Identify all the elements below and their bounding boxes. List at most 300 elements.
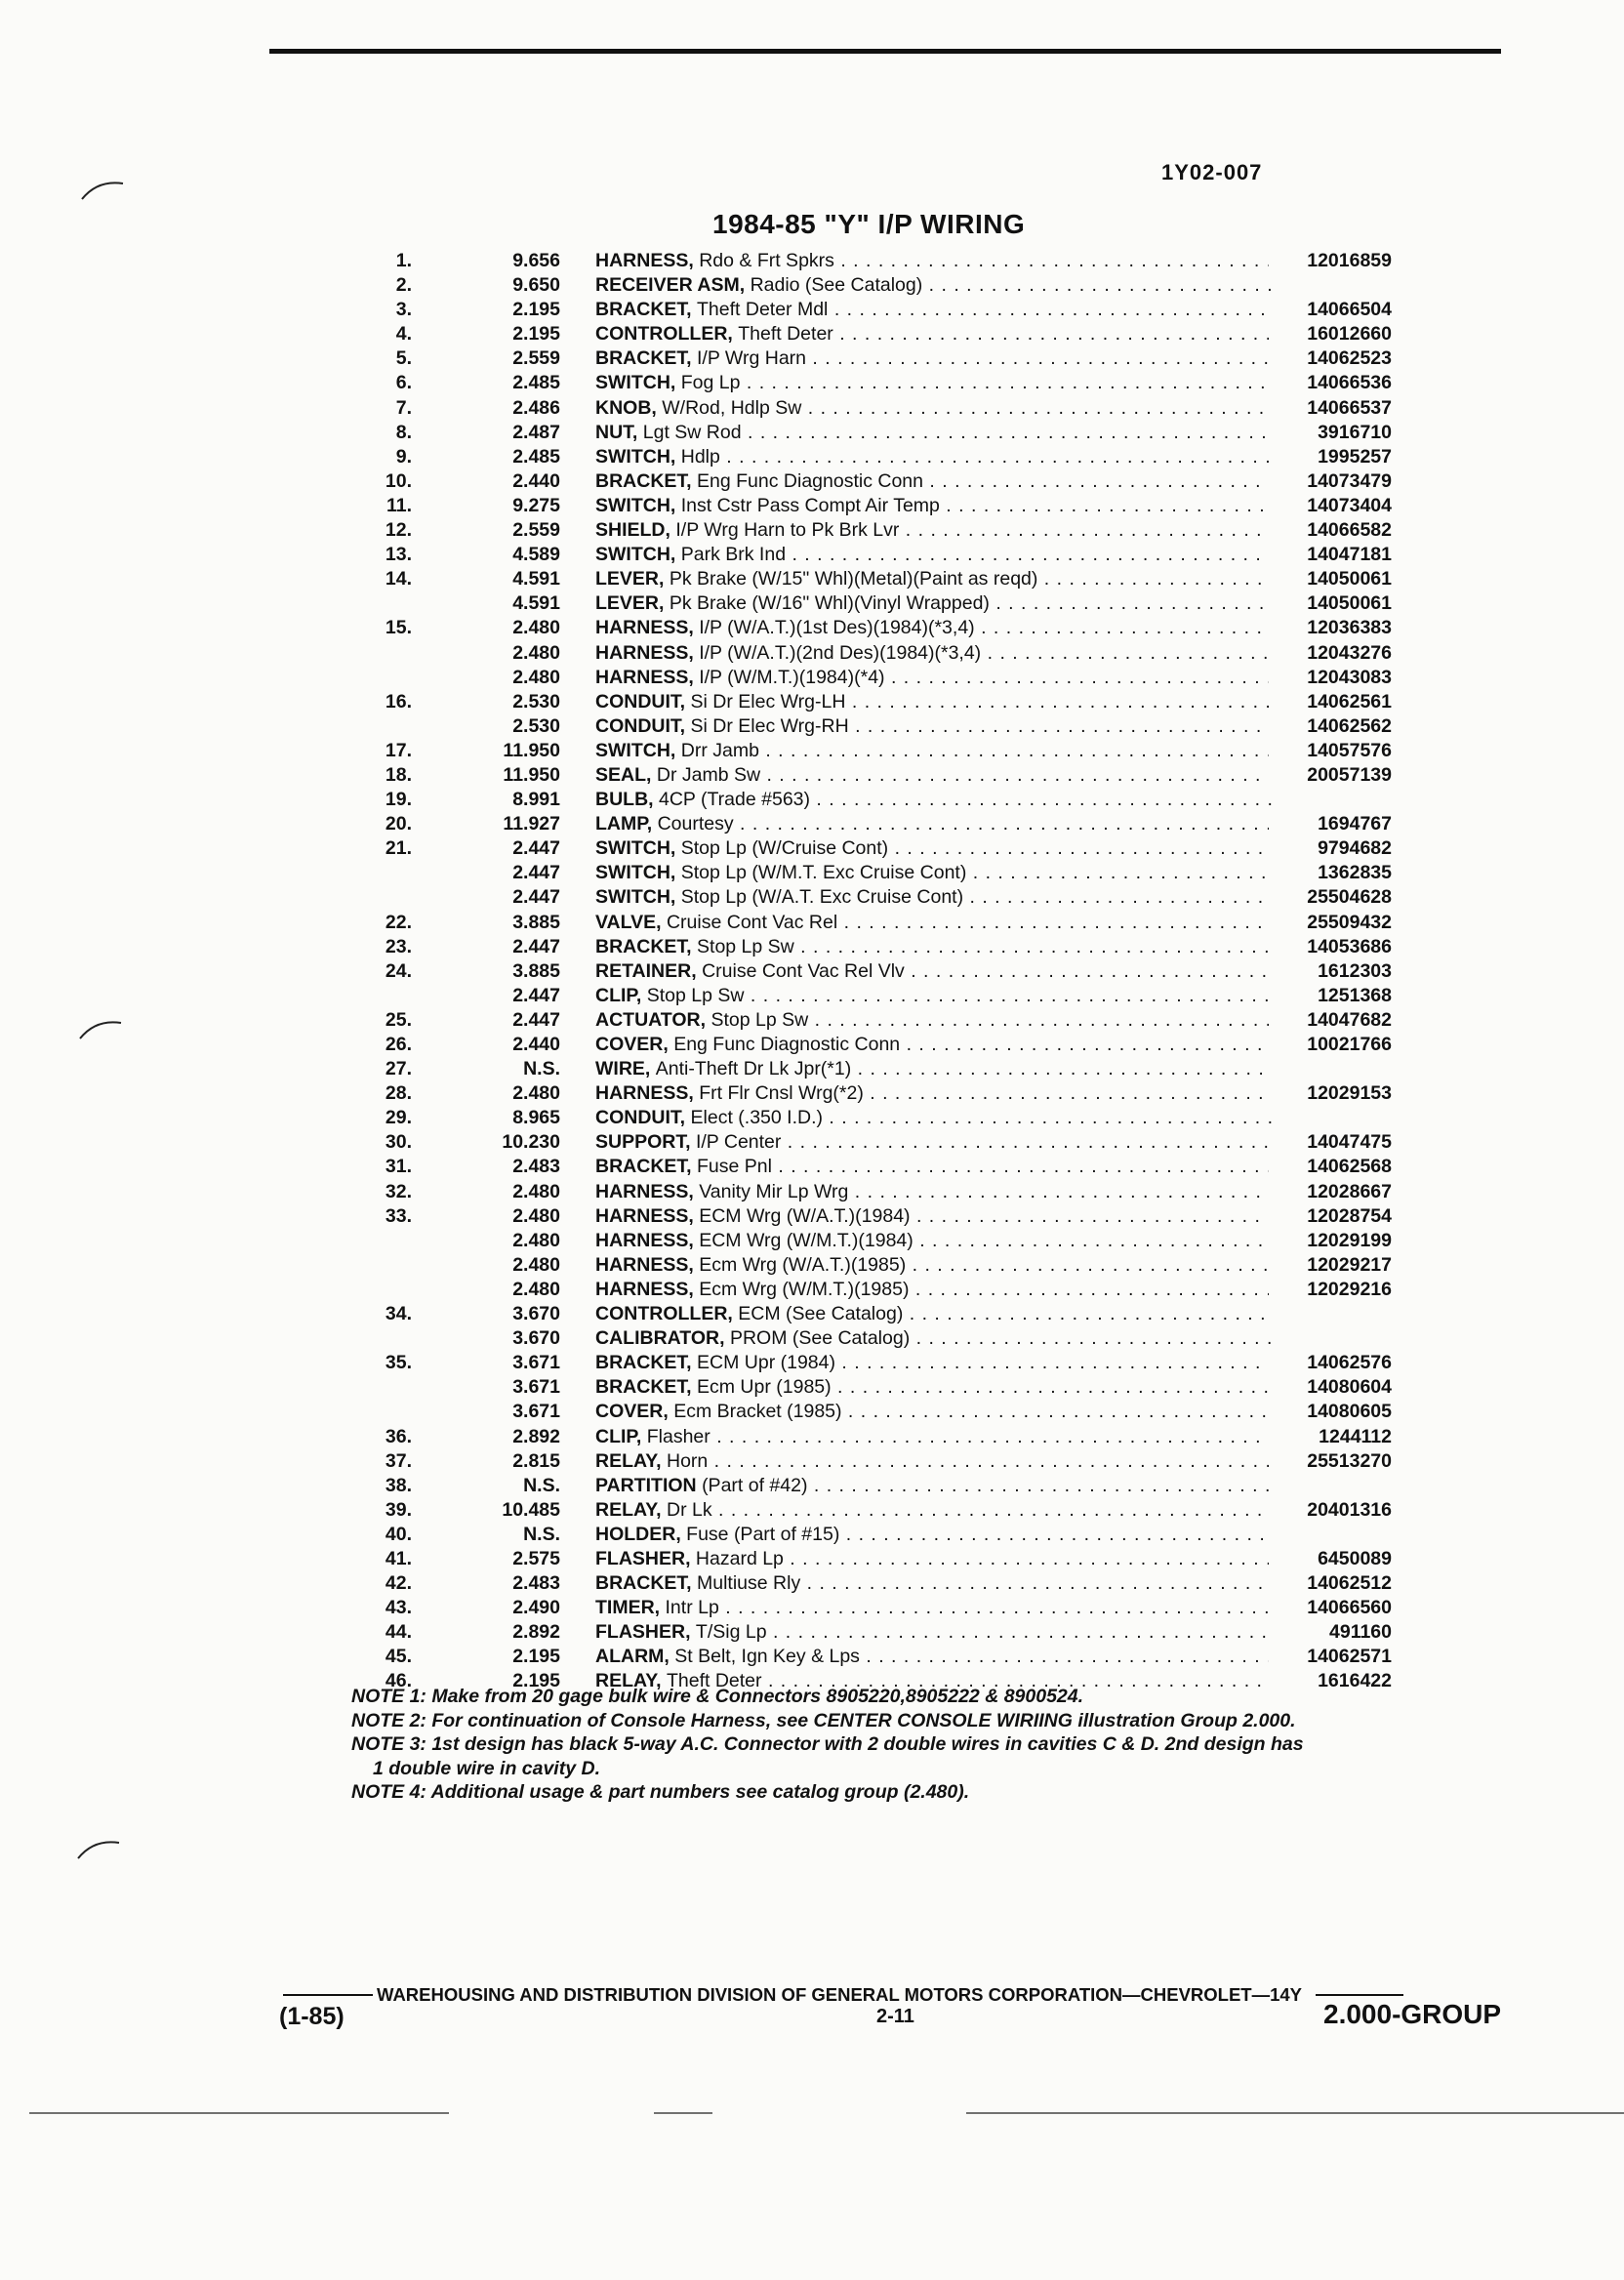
- part-description: [595, 567, 1273, 591]
- parts-row: [351, 1008, 1392, 1033]
- part-number: 14050061: [1269, 567, 1392, 591]
- part-description: [595, 421, 1273, 445]
- part-number: 14062561: [1269, 690, 1392, 714]
- part-term: SWITCH,: [595, 862, 676, 884]
- part-term: CONDUIT,: [595, 690, 686, 712]
- item-number: 31.: [385, 1156, 412, 1178]
- parts-row: [351, 1351, 1392, 1375]
- part-description: [595, 249, 1273, 273]
- parts-row: [351, 911, 1392, 935]
- part-detail: Radio (See Catalog): [750, 274, 923, 297]
- part-term: HARNESS,: [595, 1180, 694, 1202]
- notes: [351, 1685, 1503, 1805]
- part-description: [595, 1180, 1273, 1204]
- part-term: CLIP,: [595, 984, 642, 1006]
- item-number: 21.: [385, 837, 412, 860]
- part-detail: Theft Deter Mdl: [697, 299, 829, 321]
- part-description: [595, 591, 1273, 616]
- part-number: 14047682: [1269, 1008, 1392, 1033]
- item-number: 39.: [385, 1498, 412, 1521]
- part-term: HARNESS,: [595, 1253, 694, 1276]
- part-detail: Flasher: [646, 1425, 710, 1447]
- group-number: 2.480: [512, 1180, 560, 1202]
- parts-row: [351, 1155, 1392, 1179]
- part-number: 25513270: [1269, 1449, 1392, 1474]
- part-term: KNOB,: [595, 396, 657, 419]
- parts-row: [351, 1106, 1386, 1130]
- part-term: FLASHER,: [595, 1621, 691, 1644]
- part-term: SWITCH,: [595, 494, 676, 516]
- group-number: 2.195: [512, 1670, 560, 1692]
- part-term: HARNESS,: [595, 1278, 694, 1300]
- part-number: 1612303: [1269, 959, 1392, 984]
- part-detail: Fuse Pnl: [697, 1156, 772, 1178]
- parts-row: [351, 445, 1392, 469]
- date-code: (1-85): [279, 2003, 345, 2030]
- part-term: HARNESS,: [595, 666, 694, 688]
- punch-mark-icon: [74, 1835, 123, 1864]
- part-description: [595, 666, 1273, 690]
- item-number: 36.: [385, 1425, 412, 1447]
- parts-row: [351, 1425, 1392, 1449]
- note-text: NOTE 2: For continuation of Console Harness, see CENTER CONSOLE WIRIING illustration Group 2.000.: [351, 1709, 1296, 1731]
- parts-row: [351, 666, 1392, 690]
- part-description: [595, 1498, 1273, 1523]
- part-term: BRACKET,: [595, 1572, 692, 1595]
- part-number: 1362835: [1269, 861, 1392, 885]
- group-number: 2.447: [512, 862, 560, 884]
- parts-row: [351, 1620, 1392, 1645]
- part-detail: I/P Center: [695, 1131, 782, 1154]
- item-number: 43.: [385, 1597, 412, 1619]
- parts-row: [351, 1081, 1392, 1106]
- item-number: 17.: [385, 739, 412, 761]
- part-number: 14066536: [1269, 371, 1392, 395]
- group-number: 10.485: [502, 1498, 560, 1521]
- item-number: 2.: [395, 274, 412, 297]
- part-number: 1616422: [1269, 1669, 1392, 1693]
- part-description: [595, 1645, 1273, 1669]
- part-number: 14073404: [1269, 494, 1392, 518]
- page-number: 2-11: [876, 2006, 914, 2027]
- group-number: 2.447: [512, 886, 560, 909]
- parts-row: [351, 273, 1386, 298]
- part-term: WIRE,: [595, 1058, 651, 1080]
- parts-row: [351, 298, 1392, 322]
- parts-row: [351, 1229, 1392, 1253]
- item-number: 6.: [395, 372, 412, 394]
- part-description: [595, 1130, 1273, 1155]
- part-detail: Fog Lp: [680, 372, 741, 394]
- part-term: BRACKET,: [595, 1156, 692, 1178]
- part-description: [595, 763, 1273, 788]
- part-description: [595, 1326, 1273, 1351]
- group-number: 2.480: [512, 617, 560, 639]
- item-number: 38.: [385, 1474, 412, 1496]
- parts-row: [351, 1278, 1392, 1302]
- part-detail: PROM (See Catalog): [729, 1327, 911, 1350]
- item-number: 34.: [385, 1303, 412, 1325]
- group-number: 2.483: [512, 1156, 560, 1178]
- group-number: 2.480: [512, 1229, 560, 1251]
- part-term: LAMP,: [595, 813, 653, 835]
- part-description: [595, 935, 1273, 959]
- item-number: 27.: [385, 1058, 412, 1080]
- parts-row: [351, 1571, 1392, 1596]
- group-number: 2.480: [512, 1204, 560, 1227]
- item-number: 45.: [385, 1646, 412, 1668]
- part-detail: W/Rod, Hdlp Sw: [662, 396, 802, 419]
- part-term: SWITCH,: [595, 372, 676, 394]
- item-number: 11.: [386, 494, 412, 516]
- part-detail: Intr Lp: [665, 1597, 719, 1619]
- parts-row: [351, 641, 1392, 666]
- bottom-scan-line: [29, 2108, 1624, 2118]
- part-description: [595, 690, 1273, 714]
- part-term: SWITCH,: [595, 739, 676, 761]
- part-number: 14066537: [1269, 396, 1392, 421]
- part-detail: Rdo & Frt Spkrs: [699, 250, 834, 271]
- part-detail: Ecm Bracket (1985): [673, 1401, 842, 1423]
- item-number: 24.: [385, 959, 412, 982]
- part-term: COVER,: [595, 1401, 669, 1423]
- item-number: 8.: [395, 421, 412, 443]
- part-detail: Dr Lk: [666, 1498, 712, 1521]
- group-number: 2.487: [512, 421, 560, 443]
- item-number: 10.: [385, 469, 412, 492]
- part-term: RECEIVER ASM,: [595, 274, 746, 297]
- parts-row: [351, 1253, 1392, 1278]
- part-term: CALIBRATOR,: [595, 1327, 725, 1350]
- part-number: 1251368: [1269, 984, 1392, 1008]
- part-term: SWITCH,: [595, 837, 676, 860]
- part-detail: Hazard Lp: [695, 1547, 784, 1569]
- group-number: 2.447: [512, 935, 560, 957]
- part-detail: Stop Lp Sw: [646, 984, 745, 1006]
- part-detail: Lgt Sw Rod: [642, 421, 742, 443]
- item-number: 1.: [395, 250, 412, 271]
- group-number: 2.486: [512, 396, 560, 419]
- part-detail: Cruise Cont Vac Rel Vlv: [702, 959, 905, 982]
- parts-row: [351, 469, 1392, 494]
- parts-row: [351, 322, 1392, 346]
- item-number: 18.: [385, 763, 412, 786]
- part-detail: Horn: [666, 1449, 709, 1472]
- item-number: 4.: [395, 323, 412, 346]
- part-term: CLIP,: [595, 1425, 642, 1447]
- part-detail: Dr Jamb Sw: [656, 763, 761, 786]
- item-number: 28.: [385, 1082, 412, 1105]
- parts-row: [351, 543, 1392, 567]
- item-number: 3.: [395, 299, 412, 321]
- parts-row: [351, 1130, 1392, 1155]
- group-number: 2.559: [512, 347, 560, 370]
- part-detail: Anti-Theft Dr Lk Jpr(*1): [655, 1058, 852, 1080]
- part-term: BRACKET,: [595, 347, 692, 370]
- item-number: 14.: [385, 568, 412, 590]
- group-number: 4.589: [512, 544, 560, 566]
- part-detail: Theft Deter: [666, 1670, 762, 1692]
- note-text: NOTE 4: Additional usage & part numbers see catalog group (2.480).: [351, 1781, 970, 1803]
- part-detail: Ecm Wrg (W/M.T.)(1985): [699, 1278, 910, 1300]
- part-term: LEVER,: [595, 592, 665, 615]
- part-number: 12016859: [1269, 249, 1392, 273]
- item-number: 30.: [385, 1131, 412, 1154]
- part-description: [595, 1571, 1273, 1596]
- parts-row: [351, 1449, 1392, 1474]
- parts-row: [351, 714, 1392, 739]
- part-number: 14062571: [1269, 1645, 1392, 1669]
- part-description: [595, 1081, 1273, 1106]
- group-number: 2.483: [512, 1572, 560, 1595]
- part-description: [595, 1400, 1273, 1424]
- item-number: 37.: [385, 1449, 412, 1472]
- part-detail: Fuse (Part of #15): [686, 1523, 840, 1545]
- part-detail: Inst Cstr Pass Compt Air Temp: [680, 494, 940, 516]
- page-code: 1Y02-007: [1161, 160, 1263, 184]
- group-number: 9.650: [512, 274, 560, 297]
- group-number: 10.230: [502, 1131, 560, 1154]
- part-description: [595, 1155, 1273, 1179]
- part-description: [595, 1106, 1273, 1130]
- part-detail: 4CP (Trade #563): [659, 789, 811, 811]
- part-number: 12036383: [1269, 616, 1392, 640]
- item-number: 44.: [385, 1621, 412, 1644]
- group-number: 2.815: [512, 1449, 560, 1472]
- item-number: 20.: [385, 813, 412, 835]
- part-detail: Stop Lp Sw: [697, 935, 794, 957]
- part-number: 14053686: [1269, 935, 1392, 959]
- part-number: 14066504: [1269, 298, 1392, 322]
- parts-row: [351, 396, 1392, 421]
- part-description: [595, 641, 1273, 666]
- group-number: 2.440: [512, 469, 560, 492]
- parts-row: [351, 421, 1392, 445]
- part-detail: ECM Wrg (W/A.T.)(1984): [699, 1204, 911, 1227]
- part-detail: Stop Lp (W/M.T. Exc Cruise Cont): [680, 862, 967, 884]
- group-number: 2.440: [512, 1034, 560, 1055]
- part-number: 1244112: [1269, 1425, 1392, 1449]
- part-term: COVER,: [595, 1034, 669, 1055]
- note-text: NOTE 3: 1st design has black 5-way A.C. Connector with 2 double wires in cavities C & D. 2nd design has: [351, 1733, 1304, 1755]
- group-number: 4.591: [512, 592, 560, 615]
- part-detail: Eng Func Diagnostic Conn: [673, 1034, 901, 1055]
- part-description: [595, 739, 1273, 763]
- note: [351, 1780, 1503, 1805]
- group-number: 3.670: [512, 1327, 560, 1350]
- part-number: 14062576: [1269, 1351, 1392, 1375]
- item-number: 25.: [385, 1008, 412, 1031]
- note: [351, 1732, 1503, 1780]
- parts-row: [351, 371, 1392, 395]
- item-number: 12.: [385, 519, 412, 542]
- top-rule: [269, 49, 1501, 54]
- group-number: 2.195: [512, 323, 560, 346]
- parts-row: [351, 959, 1392, 984]
- group-number: 3.885: [512, 959, 560, 982]
- footer-division: WAREHOUSING AND DISTRIBUTION DIVISION OF GENERAL MOTORS CORPORATION—CHEVROLET—14Y: [377, 1984, 1303, 2005]
- parts-list: [351, 249, 1392, 1694]
- group-number: 2.559: [512, 519, 560, 542]
- part-number: 1694767: [1269, 812, 1392, 836]
- part-detail: ECM Wrg (W/M.T.)(1984): [699, 1229, 914, 1251]
- group-number: 9.656: [512, 250, 560, 271]
- parts-row: [351, 763, 1392, 788]
- part-term: HARNESS,: [595, 641, 694, 664]
- part-description: [595, 1008, 1273, 1033]
- part-number: 491160: [1269, 1620, 1392, 1645]
- part-number: 6450089: [1269, 1547, 1392, 1571]
- group-number: 9.275: [512, 494, 560, 516]
- part-detail: (Part of #42): [702, 1474, 808, 1496]
- part-term: RETAINER,: [595, 959, 697, 982]
- part-term: BULB,: [595, 789, 654, 811]
- part-description: [595, 1620, 1273, 1645]
- group-number: N.S.: [523, 1474, 560, 1496]
- part-description: [595, 346, 1273, 371]
- part-description: [595, 1253, 1273, 1278]
- part-description: [595, 298, 1273, 322]
- group-number: 3.885: [512, 911, 560, 933]
- item-number: 35.: [385, 1352, 412, 1374]
- parts-row: [351, 1204, 1392, 1229]
- page-title: 1984-85 "Y" I/P WIRING: [712, 209, 1026, 239]
- punch-mark-icon: [78, 176, 127, 205]
- parts-row: [351, 984, 1392, 1008]
- parts-row: [351, 591, 1392, 616]
- item-number: 5.: [395, 347, 412, 370]
- part-number: 14073479: [1269, 469, 1392, 494]
- part-term: HARNESS,: [595, 617, 694, 639]
- group-number: 11.950: [503, 763, 560, 786]
- parts-row: [351, 616, 1392, 640]
- parts-row: [351, 567, 1392, 591]
- part-term: CONTROLLER,: [595, 323, 733, 346]
- part-number: 12043276: [1269, 641, 1392, 666]
- part-detail: Vanity Mir Lp Wrg: [699, 1180, 849, 1202]
- group-number: 2.530: [512, 714, 560, 737]
- part-number: 14062512: [1269, 1571, 1392, 1596]
- group-code: 2.000-GROUP: [1323, 1999, 1502, 2029]
- part-detail: I/P (W/A.T.)(1st Des)(1984)(*3,4): [699, 617, 975, 639]
- group-number: 4.591: [512, 568, 560, 590]
- part-description: [595, 714, 1273, 739]
- part-term: CONDUIT,: [595, 1107, 686, 1129]
- part-term: SUPPORT,: [595, 1131, 691, 1154]
- parts-row: [351, 249, 1392, 273]
- group-number: 2.892: [512, 1621, 560, 1644]
- note: [351, 1709, 1503, 1733]
- group-number: 2.530: [512, 690, 560, 712]
- parts-row: [351, 739, 1392, 763]
- parts-row: [351, 1498, 1392, 1523]
- part-number: 3916710: [1269, 421, 1392, 445]
- parts-row: [351, 935, 1392, 959]
- part-number: 25504628: [1269, 885, 1392, 910]
- part-term: PARTITION: [595, 1474, 697, 1496]
- part-detail: Drr Jamb: [680, 739, 759, 761]
- part-detail: Elect (.350 I.D.): [690, 1107, 823, 1129]
- part-term: NUT,: [595, 421, 638, 443]
- group-number: 8.991: [512, 789, 560, 811]
- item-number: 9.: [395, 445, 412, 468]
- parts-row: [351, 1180, 1392, 1204]
- part-detail: ECM (See Catalog): [738, 1303, 904, 1325]
- part-detail: Si Dr Elec Wrg-RH: [690, 714, 849, 737]
- part-term: TIMER,: [595, 1597, 661, 1619]
- part-description: [595, 1474, 1273, 1498]
- part-detail: Stop Lp (W/Cruise Cont): [680, 837, 889, 860]
- group-number: 2.480: [512, 666, 560, 688]
- part-detail: Park Brk Ind: [680, 544, 787, 566]
- part-term: BRACKET,: [595, 1352, 692, 1374]
- part-description: [595, 1375, 1273, 1400]
- group-number: 2.447: [512, 984, 560, 1006]
- item-number: 40.: [385, 1523, 412, 1545]
- part-description: [595, 396, 1273, 421]
- group-number: N.S.: [523, 1523, 560, 1545]
- item-number: 41.: [385, 1547, 412, 1569]
- note-continuation: 1 double wire in cavity D.: [373, 1757, 600, 1779]
- group-number: 2.480: [512, 1278, 560, 1300]
- parts-row: [351, 690, 1392, 714]
- parts-row: [351, 1302, 1386, 1326]
- part-number: 14066582: [1269, 518, 1392, 543]
- part-number: 25509432: [1269, 911, 1392, 935]
- parts-row: [351, 518, 1392, 543]
- item-number: 46.: [385, 1670, 412, 1692]
- part-term: SHIELD,: [595, 519, 670, 542]
- part-number: 12029217: [1269, 1253, 1392, 1278]
- part-number: 10021766: [1269, 1033, 1392, 1057]
- footer-dash-left: [283, 1994, 373, 1996]
- part-description: [595, 984, 1273, 1008]
- parts-row: [351, 1326, 1386, 1351]
- part-description: [595, 1449, 1273, 1474]
- parts-row: [351, 861, 1392, 885]
- part-number: 14047475: [1269, 1130, 1392, 1155]
- part-description: [595, 543, 1273, 567]
- parts-row: [351, 1645, 1392, 1669]
- part-term: BRACKET,: [595, 469, 692, 492]
- item-number: 29.: [385, 1107, 412, 1129]
- part-description: [595, 1596, 1273, 1620]
- part-description: [595, 885, 1273, 910]
- part-term: SWITCH,: [595, 445, 676, 468]
- item-number: 13.: [385, 544, 412, 566]
- part-number: 20057139: [1269, 763, 1392, 788]
- punch-mark-icon: [76, 1015, 125, 1044]
- part-number: 14062562: [1269, 714, 1392, 739]
- part-term: CONDUIT,: [595, 714, 686, 737]
- group-number: 3.670: [512, 1303, 560, 1325]
- part-number: 12029153: [1269, 1081, 1392, 1106]
- part-description: [595, 1302, 1273, 1326]
- parts-row: [351, 1547, 1392, 1571]
- parts-row: [351, 1375, 1392, 1400]
- group-number: 2.480: [512, 1082, 560, 1105]
- group-number: 8.965: [512, 1107, 560, 1129]
- part-detail: I/P Wrg Harn: [697, 347, 806, 370]
- part-number: 14047181: [1269, 543, 1392, 567]
- part-description: [595, 1351, 1273, 1375]
- part-number: 9794682: [1269, 836, 1392, 861]
- part-number: 12043083: [1269, 666, 1392, 690]
- part-term: HARNESS,: [595, 1082, 694, 1105]
- part-term: VALVE,: [595, 911, 662, 933]
- parts-row: [351, 1400, 1392, 1424]
- part-number: 14066560: [1269, 1596, 1392, 1620]
